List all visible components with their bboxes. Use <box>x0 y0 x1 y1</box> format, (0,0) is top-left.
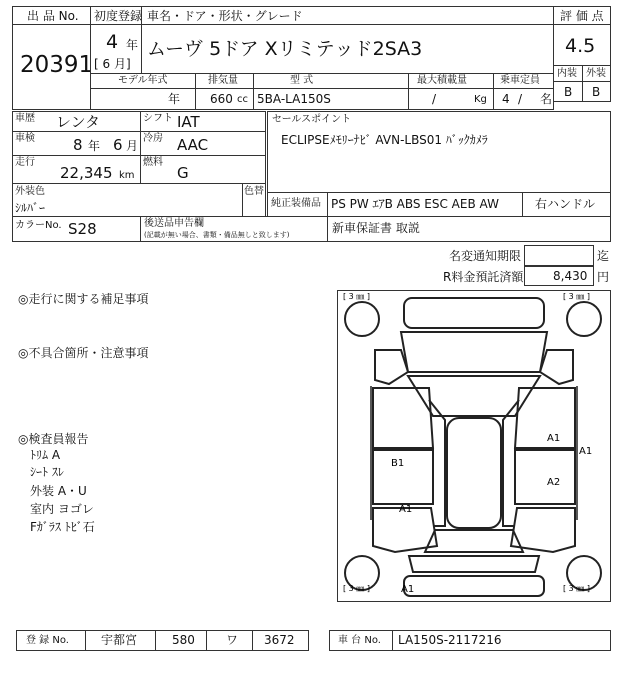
reg-number: 3672 <box>264 633 295 647</box>
displacement-label: 排気量 <box>208 75 238 86</box>
ac: AAC <box>177 136 209 154</box>
tire-front-right <box>567 302 601 336</box>
color-no: S28 <box>68 220 97 238</box>
tire-depth-label: [ 3 ㎜ ] <box>343 584 370 593</box>
inspection-month: 6 <box>113 136 123 154</box>
first-reg-month: [ 6 月] <box>94 57 131 71</box>
capacity: 4 <box>502 92 510 106</box>
rear-bumper <box>404 576 544 596</box>
reg-class: 580 <box>172 633 195 647</box>
fuel-label: 燃料 <box>143 157 163 168</box>
car-name: ムーヴ 5ドア Xリミテッド2SA3 <box>147 38 423 60</box>
tire-depth-label: [ 3 ㎜ ] <box>343 292 370 301</box>
displacement-unit: cc <box>237 94 248 105</box>
inspector-line: ﾄﾘﾑ A <box>30 448 61 462</box>
inspection-label: 車検 <box>15 133 35 144</box>
recycle-fee: 8,430 <box>553 269 588 283</box>
damage-mark: A1 <box>401 584 415 595</box>
first-reg-label: 初度登録 <box>94 9 143 23</box>
steering: 右ハンドル <box>535 197 596 211</box>
sales-point: ECLIPSEﾒﾓﾘｰﾅﾋﾞ AVN-LBS01 ﾊﾞｯｸｶﾒﾗ <box>281 133 488 147</box>
sales-point-label: セールスポイント <box>272 114 352 125</box>
front-fender-left <box>375 350 408 384</box>
interior-grade: B <box>564 85 573 99</box>
damage-mark: A2 <box>547 477 561 488</box>
mileage-label: 走行 <box>15 157 35 168</box>
hood <box>401 332 547 372</box>
inspector-line: 室内 ヨゴレ <box>30 502 94 516</box>
first-reg-year: 4 <box>106 31 119 53</box>
spec-model-year-cell <box>90 88 196 110</box>
chassis-label: 車 台 No. <box>338 635 381 646</box>
color: ｼﾙﾊﾞｰ <box>15 201 46 215</box>
notice-label: 名変通知期限 <box>449 249 522 263</box>
displacement: 660 <box>210 92 233 106</box>
shift: IAT <box>177 113 200 131</box>
defects-title: ◎不具合箇所・注意事項 <box>18 346 149 360</box>
car-name-label: 車名・ドア・形状・グレード <box>147 9 303 23</box>
inspection-year-unit: 年 <box>88 139 101 153</box>
color-change-label: 色替 <box>244 186 264 197</box>
inspector-title: ◎検査員報告 <box>18 432 89 446</box>
damage-mark: B1 <box>391 458 405 469</box>
recycle-unit: 円 <box>597 270 610 284</box>
color-cell <box>12 183 243 217</box>
damage-mark: A1 <box>579 446 593 457</box>
reg-area: 宇都宮 <box>101 633 138 647</box>
reg-kana: ワ <box>226 633 239 647</box>
capacity-sep: / <box>518 92 523 106</box>
inspector-line: ｼｰﾄ ｽﾚ <box>30 465 64 479</box>
tire-depth-label: [ 3 ㎜ ] <box>563 584 590 593</box>
inspection-year: 8 <box>73 136 83 154</box>
capacity-unit: 名 <box>540 92 553 106</box>
score: 4.5 <box>565 35 596 57</box>
shift-label: シフト <box>143 113 173 124</box>
color-no-label: カラーNo. <box>15 220 62 231</box>
max-load-unit: Kg <box>474 94 487 105</box>
fuel: G <box>177 164 189 182</box>
model-year-unit: 年 <box>168 92 181 106</box>
equipment: PS PW ｴｱB ABS ESC AEB AW <box>331 197 499 211</box>
tire-depth-label: [ 3 ㎜ ] <box>563 292 590 301</box>
recycle-label: R料金預託済額 <box>443 270 524 284</box>
spec-type-label-cell <box>253 73 409 89</box>
damage-mark: A1 <box>547 433 561 444</box>
exterior-grade: B <box>592 85 601 99</box>
score-label: 評 価 点 <box>560 9 604 23</box>
interior-label: 内装 <box>557 68 577 79</box>
ac-label: 冷房 <box>143 133 163 144</box>
capacity-label: 乗車定員 <box>500 75 540 86</box>
roof <box>447 418 501 528</box>
equipment-label: 純正装備品 <box>271 198 321 209</box>
inspection-month-unit: 月 <box>126 139 139 153</box>
damage-mark: A1 <box>399 504 413 515</box>
car-name-divider <box>141 24 142 74</box>
windshield <box>408 376 540 416</box>
front-fender-right <box>540 350 573 384</box>
driving-notes-title: ◎走行に関する補足事項 <box>18 292 149 306</box>
type-label: 型 式 <box>290 75 314 86</box>
history-label: 車歴 <box>15 113 35 124</box>
inspector-line: 外装 A・U <box>30 484 87 498</box>
mileage: 22,345 <box>60 164 113 182</box>
max-load-label: 最大積載量 <box>417 75 467 86</box>
reg-no-label: 登 録 No. <box>26 635 69 646</box>
type: 5BA-LA150S <box>257 92 331 106</box>
tire-front-left <box>345 302 379 336</box>
max-load-sep: / <box>432 92 437 106</box>
first-reg-year-unit: 年 <box>126 38 139 52</box>
right-rear-door <box>515 450 575 504</box>
left-front-door <box>373 388 433 448</box>
mileage-unit: km <box>119 170 135 181</box>
front-bumper <box>404 298 544 328</box>
color-label: 外装色 <box>15 186 45 197</box>
rear-hatch <box>409 556 539 572</box>
lot-no: 20391 <box>20 52 94 78</box>
inspector-line: Fｶﾞﾗｽ ﾄﾋﾞ石 <box>30 520 95 534</box>
model-year-label: モデル年式 <box>118 75 168 86</box>
history: レンタ <box>56 113 101 131</box>
lot-no-label: 出 品 No. <box>27 9 79 23</box>
chassis-no: LA150S-2117216 <box>398 633 502 647</box>
car-diagram <box>337 290 611 602</box>
warranty: 新車保証書 取説 <box>332 221 420 235</box>
right-front-door <box>515 388 575 448</box>
post-doc-label: 後送品申告欄 <box>144 218 204 229</box>
notice-box <box>524 245 594 266</box>
exterior-label: 外装 <box>586 68 606 79</box>
rear-window <box>425 530 523 552</box>
post-doc-note: (記載が無い場合、書類・備品無しと致します) <box>144 231 290 239</box>
notice-suffix: 迄 <box>597 249 610 263</box>
